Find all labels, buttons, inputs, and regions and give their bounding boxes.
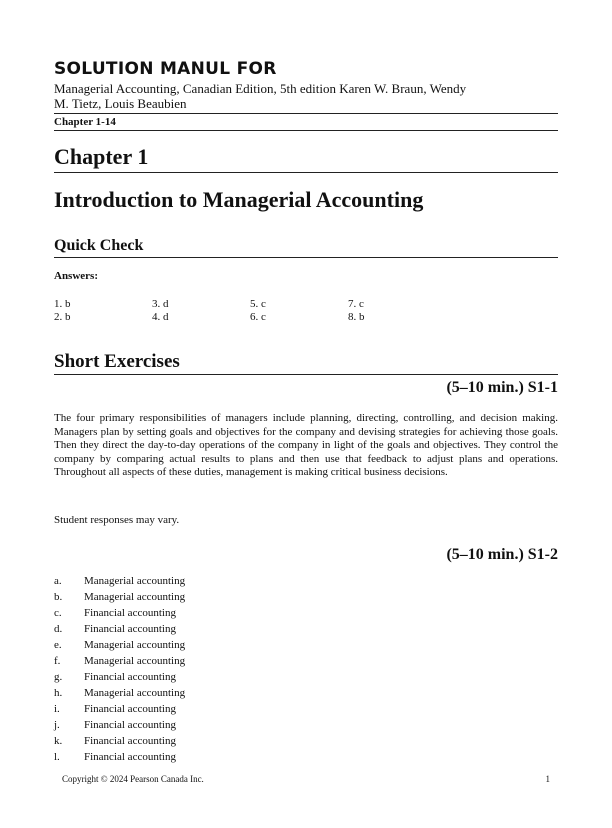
list-item xyxy=(54,573,558,589)
subtitle-line-2: M. Tietz, Louis Beaubien xyxy=(54,96,187,111)
short-exercises-heading: Short Exercises xyxy=(54,351,558,375)
answer-item: 7. c xyxy=(348,298,364,310)
list-item xyxy=(54,653,558,669)
list-item-text: Financial accounting xyxy=(84,702,176,715)
list-item-text: Managerial accounting xyxy=(84,590,186,603)
list-item-letter: i. xyxy=(54,702,60,715)
list-item-letter: l. xyxy=(54,750,60,763)
answer-item: 6. c xyxy=(250,311,266,323)
list-item-text: Managerial accounting xyxy=(84,686,186,699)
list-item-text: Managerial accounting xyxy=(84,654,186,667)
list-item-text: Financial accounting xyxy=(84,734,176,747)
answer-item: 8. b xyxy=(348,311,365,323)
answer-item: 5. c xyxy=(250,298,266,310)
list-item-letter: g. xyxy=(54,670,63,683)
list-item xyxy=(54,717,558,733)
answer-item: 2. b xyxy=(54,311,71,323)
copyright-text: Copyright © 2024 Pearson Canada Inc. xyxy=(62,774,204,784)
list-item-letter: c. xyxy=(54,606,62,619)
list-item xyxy=(54,589,558,605)
answer-item: 1. b xyxy=(54,298,71,310)
page-footer xyxy=(62,774,550,784)
chapter-title: Introduction to Managerial Accounting xyxy=(54,187,424,212)
list-item xyxy=(54,733,558,749)
list-item-text: Financial accounting xyxy=(84,718,176,731)
subtitle-line-1: Managerial Accounting, Canadian Edition, 5th edition Karen W. Braun, Wendy xyxy=(54,81,467,96)
book-subtitle xyxy=(54,81,558,111)
answer-item: 4. d xyxy=(152,311,169,323)
list-item-letter: b. xyxy=(54,590,63,603)
list-item xyxy=(54,669,558,685)
chapter-range: Chapter 1-14 xyxy=(54,113,558,131)
exercise-s1-1-note: Student responses may vary. xyxy=(54,513,180,526)
exercise-s1-2-label: (5–10 min.) S1-2 xyxy=(446,545,558,563)
list-item xyxy=(54,605,558,621)
list-item xyxy=(54,621,558,637)
answers-grid xyxy=(54,298,558,324)
exercise-s1-1-paragraph: The four primary responsibilities of managers include planning, directing, controlling, and decision making. Managers plan by setting goals and objectives for the company and devising strategies for achieving those goals. Then they direct the day-to-day operations of the company in light of the goals and objectives. They control the company by comparing actual results to plans and then use that feedback to adjust plans and operations. Throughout all aspects of these duties, management is making critical business decisions. xyxy=(54,412,558,478)
answer-item: 3. d xyxy=(152,298,169,310)
list-item-text: Financial accounting xyxy=(84,670,176,683)
list-item xyxy=(54,749,558,765)
list-item-text: Managerial accounting xyxy=(84,638,186,651)
list-item-text: Financial accounting xyxy=(84,606,176,619)
page-number: 1 xyxy=(545,774,550,784)
exercise-s1-2-list xyxy=(54,573,558,765)
list-item xyxy=(54,701,558,717)
list-item-text: Managerial accounting xyxy=(84,574,186,587)
chapter-number-heading: Chapter 1 xyxy=(54,145,558,173)
exercise-s1-1-label: (5–10 min.) S1-1 xyxy=(446,379,558,396)
list-item-letter: a. xyxy=(54,574,62,587)
list-item-letter: h. xyxy=(54,686,63,699)
list-item-text: Financial accounting xyxy=(84,750,176,763)
list-item-letter: d. xyxy=(54,622,63,635)
quick-check-heading: Quick Check xyxy=(54,237,558,258)
answers-label: Answers: xyxy=(54,270,98,282)
banner-title: SOLUTION MANUL FOR xyxy=(54,59,277,79)
document-page xyxy=(54,58,558,765)
list-item-letter: f. xyxy=(54,654,61,667)
list-item-text: Financial accounting xyxy=(84,622,176,635)
list-item-letter: j. xyxy=(54,718,60,731)
list-item xyxy=(54,685,558,701)
list-item xyxy=(54,637,558,653)
list-item-letter: e. xyxy=(54,638,62,651)
list-item-letter: k. xyxy=(54,734,63,747)
